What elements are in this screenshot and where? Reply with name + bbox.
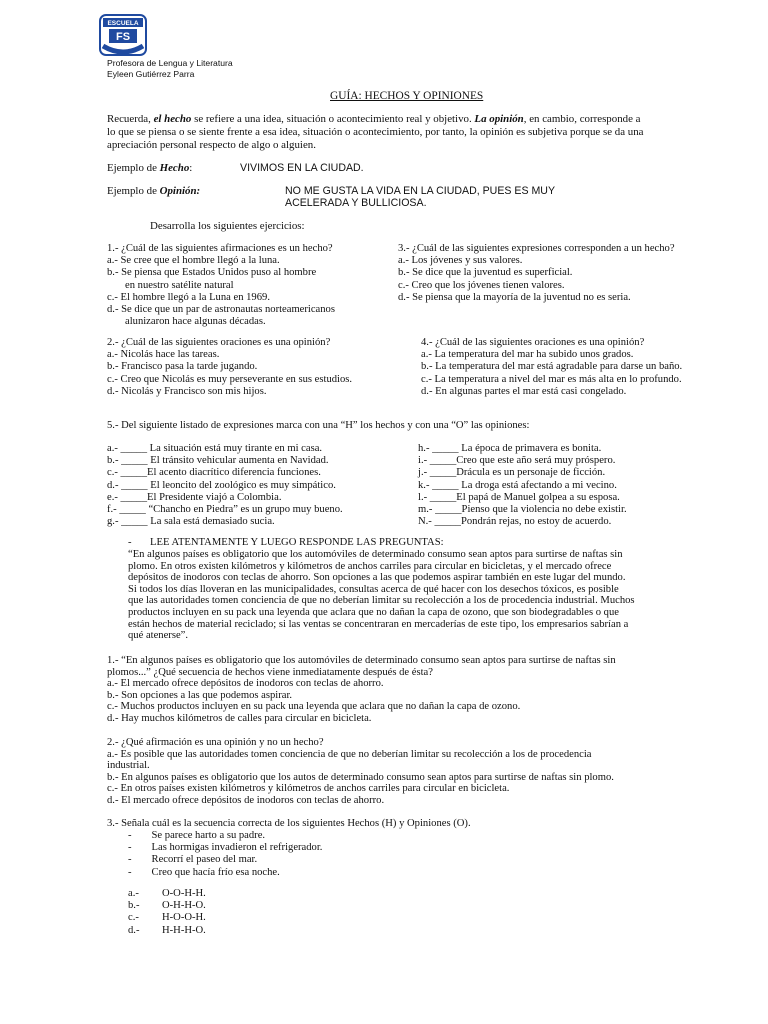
question-3-option-c: c.- Creo que los jóvenes tienen valores. bbox=[398, 279, 565, 291]
question-2-option-a: a.- Nicolás hace las tareas. bbox=[107, 349, 220, 361]
reading-question-2 bbox=[107, 737, 732, 807]
reading-question-3-options bbox=[128, 888, 206, 937]
sequence-item: - Recorrí el paseo del mar. bbox=[128, 854, 258, 866]
fact-example-text: VIVIMOS EN LA CIUDAD. bbox=[240, 162, 364, 174]
reading-instructions: LEE ATENTAMENTE Y LUEGO RESPONDE LAS PREGUNTAS: bbox=[150, 537, 444, 548]
q5-item-b: b.- _____ El tránsito vehicular aumenta en Navidad. bbox=[107, 455, 329, 467]
question-5-right-list bbox=[418, 443, 627, 528]
teacher-name: Eyleen Gutiérrez Parra bbox=[107, 69, 195, 79]
reading-question-2-option-a-cont: industrial. bbox=[107, 760, 150, 772]
q5-item-e: e.- _____El Presidente viajó a Colombia. bbox=[107, 491, 282, 503]
question-4-option-d: d.- En algunas partes el mar está casi congelado. bbox=[421, 385, 627, 397]
question-1-option-d: d.- Se dice que un par de astronautas norteamericanos bbox=[107, 303, 335, 315]
reading-question-1 bbox=[107, 655, 732, 725]
intro-line-1: Recuerda, el hecho se refiere a una idea, situación o acontecimiento real y objetivo. La opinión, en cambio, corresponde a bbox=[107, 113, 641, 125]
reading-line: plomo. En otros existen kilómetros y kilómetros de anchos carriles para circular en bicicletas, y el mercado ofrece bbox=[128, 560, 612, 572]
exercise-instructions: Desarrolla los siguientes ejercicios: bbox=[150, 220, 305, 232]
question-1-option-a: a.- Se cree que el hombre llegó a la luna. bbox=[107, 255, 280, 267]
option-a: a.- O-O-H-H. bbox=[128, 888, 206, 899]
q5-item-l: l.- _____El papá de Manuel golpea a su esposa. bbox=[418, 491, 620, 503]
reading-line: Si todos los días lloveran en las municipalidades, consultas acerca de qué hacer con los desechos tóxicos, es posible bbox=[128, 583, 619, 595]
q5-item-d: d.- _____ El leoncito del zoológico es muy simpático. bbox=[107, 479, 336, 491]
page-title: GUÍA: HECHOS Y OPINIONES bbox=[330, 90, 484, 102]
question-4-prompt: 4.- ¿Cuál de las siguientes oraciones es una opinión? bbox=[421, 337, 645, 348]
question-3-prompt: 3.- ¿Cuál de las siguientes expresiones corresponden a un hecho? bbox=[398, 243, 675, 254]
q5-item-m: m.- _____Pienso que la violencia no debe existir. bbox=[418, 503, 627, 515]
reading-line: “En algunos países es obligatorio que los automóviles de determinado consumo sean aptos para surtirse de naftas sin bbox=[128, 549, 623, 560]
q5-item-i: i.- _____Creo que este año será muy próspero. bbox=[418, 455, 616, 467]
sequence-item: - Las hormigas invadieron el refrigerador. bbox=[128, 842, 323, 854]
question-3-option-d: d.- Se piensa que la mayoría de la juventud no es seria. bbox=[398, 291, 631, 303]
question-4 bbox=[421, 337, 682, 398]
svg-text:FS: FS bbox=[115, 31, 131, 43]
school-logo bbox=[99, 14, 147, 56]
option-d: d.- H-H-H-O. bbox=[128, 924, 206, 936]
svg-text:ESCUELA: ESCUELA bbox=[107, 20, 139, 27]
question-1 bbox=[107, 243, 335, 328]
reading-question-1-option-a: a.- El mercado ofrece depósitos de inodoros con teclas de ahorro. bbox=[107, 678, 384, 690]
reading-bullet: - bbox=[128, 537, 132, 548]
question-4-option-b: b.- La temperatura del mar está agradable para darse un baño. bbox=[421, 361, 683, 373]
sequence-item: - Se parece harto a su padre. bbox=[128, 830, 266, 841]
reading-question-3-items bbox=[128, 830, 322, 879]
q5-item-h: h.- _____ La época de primavera es bonita. bbox=[418, 443, 602, 454]
intro-line-2: lo que se piensa o se siente frente a esa idea, situación o acontecimiento, por tanto, la opinión es subjetiva porque se da una bbox=[107, 126, 644, 138]
reading-question-1-option-c: c.- Muchos productos incluyen en su pack una leyenda que aclara que no dañan la capa de ozono. bbox=[107, 701, 521, 713]
question-5-prompt: 5.- Del siguiente listado de expresiones marca con una “H” los hechos y con una “O” las opiniones: bbox=[107, 420, 530, 431]
question-4-option-c: c.- La temperatura a nivel del mar es más alta en lo profundo. bbox=[421, 373, 682, 385]
question-2-prompt: 2.- ¿Cuál de las siguientes oraciones es una opinión? bbox=[107, 337, 331, 348]
reading-question-1-option-d: d.- Hay muchos kilómetros de calles para circular en bicicleta. bbox=[107, 712, 372, 724]
question-3-option-a: a.- Los jóvenes y sus valores. bbox=[398, 255, 523, 267]
q5-item-k: k.- _____ La droga está afectando a mi vecino. bbox=[418, 479, 617, 491]
opinion-example-line-1: NO ME GUSTA LA VIDA EN LA CIUDAD, PUES ES MUY bbox=[285, 185, 556, 197]
reading-question-2-option-b: b.- En algunos países es obligatorio que los autos de determinado consumo sean aptos para surtirse de naftas sin plomo. bbox=[107, 771, 614, 783]
question-4-option-a: a.- La temperatura del mar ha subido unos grados. bbox=[421, 349, 634, 361]
sequence-item: - Creo que hacía frío esa noche. bbox=[128, 866, 280, 878]
reading-question-1-prompt-cont: plomos...” ¿Qué secuencia de hechos viene inmediatamente después de ésta? bbox=[107, 666, 433, 678]
q5-item-j: j.- _____Drácula es un personaje de ficción. bbox=[418, 467, 606, 479]
reading-line: qué atenerse”. bbox=[128, 630, 188, 642]
opinion-example-line-2: ACELERADA Y BULLICIOSA. bbox=[285, 197, 427, 209]
question-1-prompt: 1.- ¿Cuál de las siguientes afirmaciones es un hecho? bbox=[107, 243, 333, 254]
question-1-option-b-cont: en nuestro satélite natural bbox=[125, 279, 234, 291]
teacher-subject: Profesora de Lengua y Literatura bbox=[107, 58, 233, 68]
question-1-option-d-cont: alunizaron hace algunas décadas. bbox=[125, 316, 266, 328]
reading-question-1-option-b: b.- Son opciones a las que podemos aspirar. bbox=[107, 689, 293, 701]
question-2-option-d: d.- Nicolás y Francisco son mis hijos. bbox=[107, 385, 267, 397]
reading-question-3-prompt: 3.- Señala cuál es la secuencia correcta de los siguientes Hechos (H) y Opiniones (O). bbox=[107, 818, 471, 829]
option-c: c.- H-O-O-H. bbox=[128, 912, 206, 924]
q5-item-c: c.- _____El acento diacrítico diferencia funciones. bbox=[107, 467, 321, 479]
question-2-option-c: c.- Creo que Nicolás es muy perseverante en sus estudios. bbox=[107, 373, 353, 385]
question-5-left-list bbox=[107, 443, 343, 528]
reading-line: depósitos de inodoros con teclas de ahorro. Son opciones a las que podemos aspirar también en este lugar del mundo. bbox=[128, 572, 626, 584]
reading-question-1-prompt: 1.- “En algunos países es obligatorio que los automóviles de determinado consumo sean aptos para surtirse de naftas sin bbox=[107, 655, 616, 666]
question-1-option-b: b.- Se piensa que Estados Unidos puso al hombre bbox=[107, 267, 317, 279]
reading-question-2-option-a: a.- Es posible que las autoridades tomen conciencia de que no deberían limitar su recolección a los de procedencia bbox=[107, 748, 592, 760]
question-3-option-b: b.- Se dice que la juventud es superficial. bbox=[398, 267, 573, 279]
reading-question-2-option-d: d.- El mercado ofrece depósitos de inodoros con teclas de ahorro. bbox=[107, 794, 385, 806]
q5-item-a: a.- _____ La situación está muy tirante en mi casa. bbox=[107, 443, 323, 454]
intro-line-3: apreciación personal respecto de algo o alguien. bbox=[107, 139, 316, 151]
reading-question-2-prompt: 2.- ¿Qué afirmación es una opinión y no un hecho? bbox=[107, 737, 324, 748]
q5-item-g: g.- _____ La sala está demasiado sucia. bbox=[107, 516, 275, 528]
question-1-option-c: c.- El hombre llegó a la Luna en 1969. bbox=[107, 291, 270, 303]
reading-line: productos incluyen en su pack una leyenda que aclara que no dañan la capa de ozono, que son biodegradables o que bbox=[128, 606, 619, 618]
q5-item-f: f.- _____ “Chancho en Piedra” es un grupo muy bueno. bbox=[107, 503, 343, 515]
reading-passage bbox=[128, 549, 753, 642]
question-2 bbox=[107, 337, 352, 398]
option-b: b.- O-H-H-O. bbox=[128, 900, 206, 912]
question-3 bbox=[398, 243, 675, 304]
question-2-option-b: b.- Francisco pasa la tarde jugando. bbox=[107, 361, 258, 373]
reading-line: están hechos de material reciclado; si las ventas se concentraran en mercaderías de este tipo, los empresarios sabrían a bbox=[128, 618, 629, 630]
reading-line: que las autoridades tomen conciencia de que no deberían limitar su recolección a los de procedencia industrial. Muchos bbox=[128, 595, 635, 607]
reading-question-2-option-c: c.- En otros países existen kilómetros y kilómetros de anchos carriles para circular en bicicleta. bbox=[107, 783, 510, 795]
opinion-example-label: Ejemplo de Opinión: bbox=[107, 185, 201, 197]
fact-example-label: Ejemplo de Hecho: bbox=[107, 162, 193, 174]
q5-item-n: N.- _____Pondrán rejas, no estoy de acuerdo. bbox=[418, 516, 612, 528]
